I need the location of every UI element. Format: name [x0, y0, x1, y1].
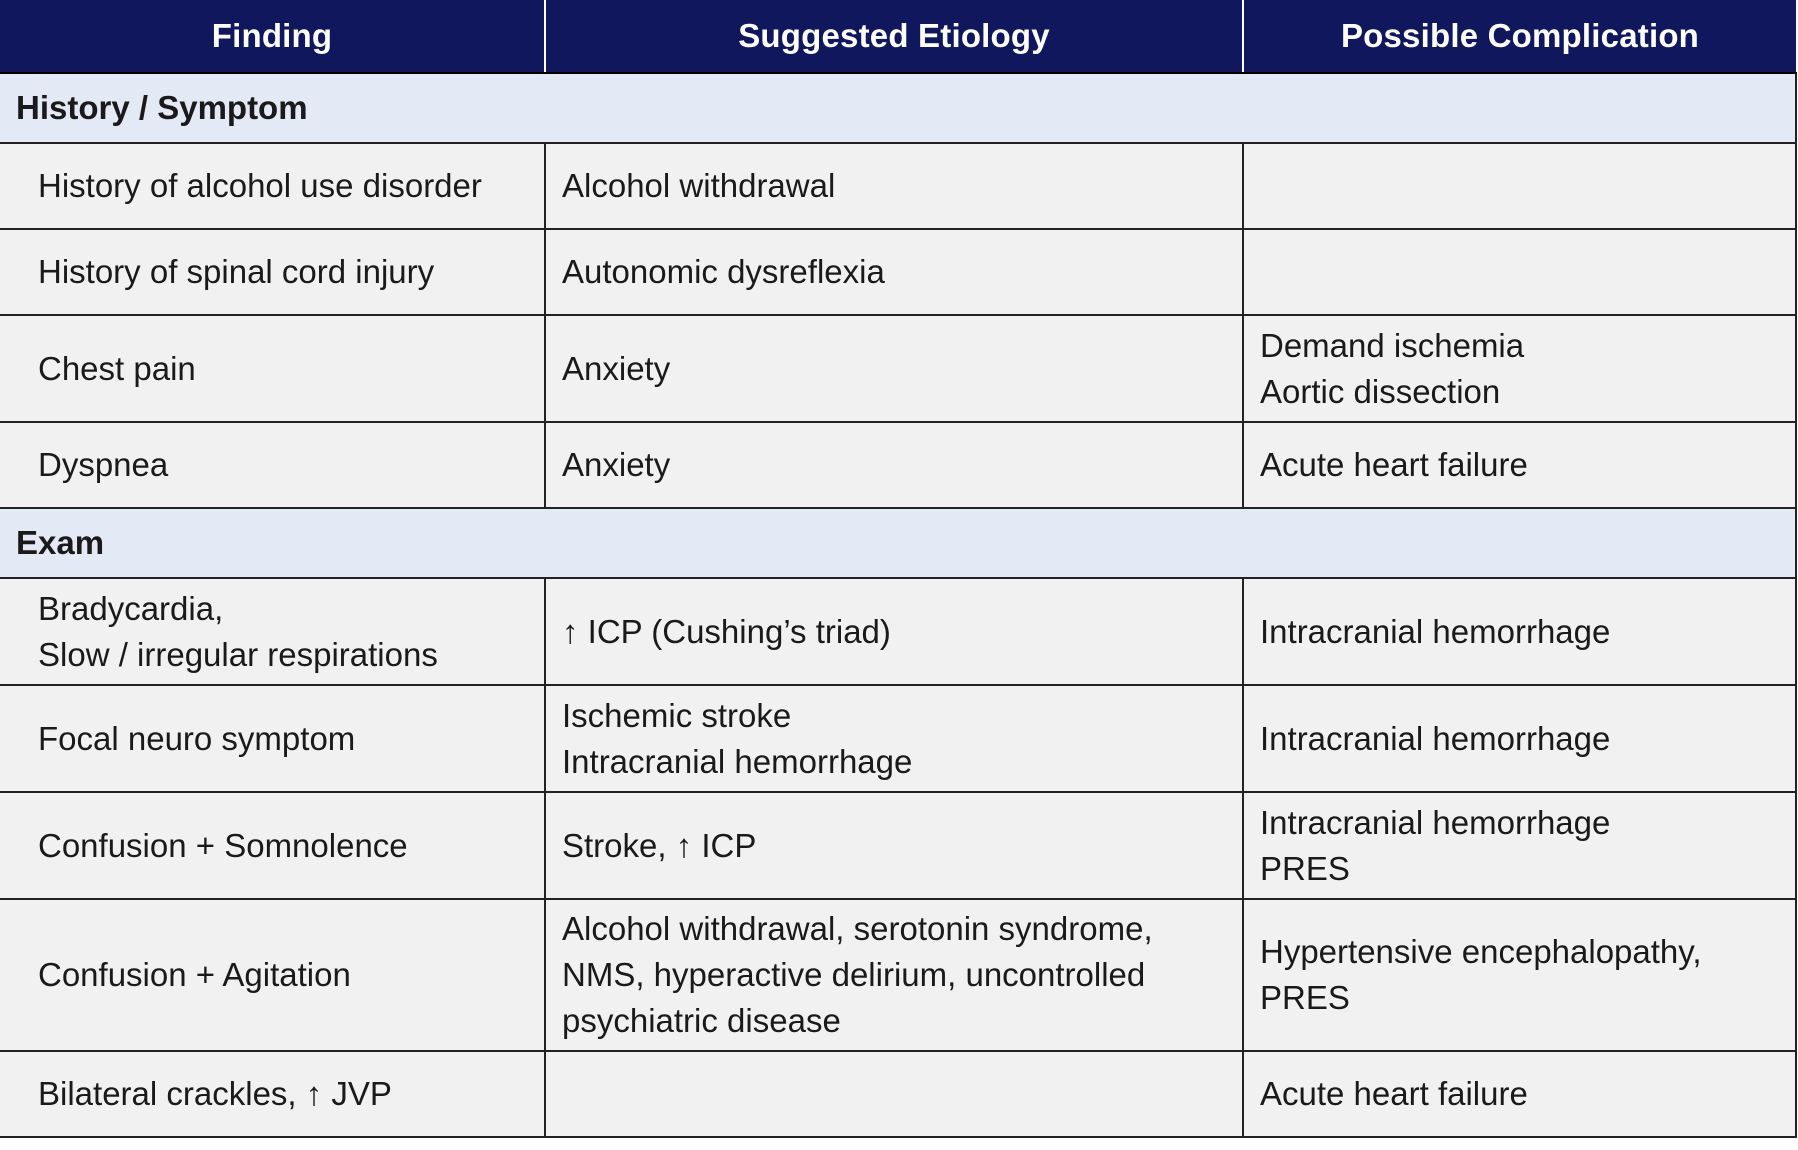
etiology-cell — [545, 792, 1243, 899]
cell-text-line: Autonomic dysreflexia — [562, 253, 885, 290]
complication-cell — [1243, 229, 1796, 315]
cell-text-line: Bradycardia, — [38, 589, 224, 627]
section-title: History / Symptom — [0, 73, 1796, 143]
finding-cell — [0, 143, 545, 229]
complication-cell — [1243, 578, 1796, 685]
cell-text-line: Intracranial hemorrhage — [1260, 803, 1611, 841]
cell-text-line: Intracranial hemorrhage — [562, 742, 913, 780]
etiology-cell — [545, 229, 1243, 315]
table-row — [0, 1051, 1796, 1137]
cell-text-line: Slow / irregular respirations — [38, 635, 438, 673]
finding-cell — [0, 315, 545, 422]
header-suggested-etiology: Suggested Etiology — [545, 0, 1243, 73]
cell-text-line: psychiatric disease — [562, 1002, 841, 1039]
cell-text-line: Intracranial hemorrhage — [1260, 719, 1611, 757]
complication-cell — [1243, 315, 1796, 422]
finding-cell — [0, 685, 545, 792]
complication-cell — [1243, 422, 1796, 508]
complication-cell — [1243, 685, 1796, 792]
cell-text-line: History of spinal cord injury — [38, 253, 435, 290]
cell-text-line: History of alcohol use disorder — [38, 167, 482, 204]
header-finding: Finding — [0, 0, 545, 73]
cell-text-line: Ischemic stroke — [562, 696, 792, 734]
cell-text-line: Acute heart failure — [1260, 1075, 1528, 1112]
table-row — [0, 229, 1796, 315]
cell-text-line: Alcohol withdrawal — [562, 167, 836, 204]
cell-text-line: Acute heart failure — [1260, 446, 1528, 483]
etiology-cell — [545, 578, 1243, 685]
header-possible-complication: Possible Complication — [1243, 0, 1796, 73]
cell-text-line: Stroke, ↑ ICP — [562, 826, 757, 864]
etiology-cell — [545, 143, 1243, 229]
complication-cell — [1243, 143, 1796, 229]
section-title: Exam — [0, 508, 1796, 578]
table-body — [0, 73, 1796, 1137]
cell-text-line: Demand ischemia — [1260, 326, 1525, 364]
cell-text-line: Focal neuro symptom — [38, 719, 356, 757]
finding-cell — [0, 792, 545, 899]
finding-cell — [0, 229, 545, 315]
table-row — [0, 792, 1796, 899]
table-row — [0, 578, 1796, 685]
table-row — [0, 899, 1796, 1051]
finding-cell — [0, 899, 545, 1051]
finding-cell — [0, 1051, 545, 1137]
section-row — [0, 73, 1796, 143]
etiology-cell — [545, 685, 1243, 792]
cell-text-line: Anxiety — [562, 446, 671, 483]
cell-text-line: Alcohol withdrawal, serotonin syndrome, — [562, 910, 1153, 947]
table-row — [0, 315, 1796, 422]
cell-text-line: NMS, hyperactive delirium, uncontrolled — [562, 956, 1146, 993]
table-row — [0, 422, 1796, 508]
cell-text-line: Bilateral crackles, ↑ JVP — [38, 1075, 392, 1112]
complication-cell — [1243, 1051, 1796, 1137]
etiology-cell — [545, 422, 1243, 508]
cell-text-line: PRES — [1260, 979, 1350, 1016]
cell-text-line: ↑ ICP (Cushing’s triad) — [562, 612, 891, 650]
etiology-cell — [545, 899, 1243, 1051]
finding-cell — [0, 422, 545, 508]
table-row — [0, 143, 1796, 229]
table-row — [0, 685, 1796, 792]
cell-text-line: Chest pain — [38, 349, 196, 387]
section-row — [0, 508, 1796, 578]
cell-text-line: Confusion + Agitation — [38, 956, 351, 993]
table-header — [0, 0, 1796, 73]
cell-text-line: Intracranial hemorrhage — [1260, 612, 1611, 650]
cell-text-line: Anxiety — [562, 349, 671, 387]
complication-cell — [1243, 792, 1796, 899]
cell-text-line: Hypertensive encephalopathy, — [1260, 933, 1702, 970]
etiology-cell — [545, 1051, 1243, 1137]
complication-cell — [1243, 899, 1796, 1051]
cell-text-line: Confusion + Somnolence — [38, 826, 408, 864]
cell-text-line: Dyspnea — [38, 446, 169, 483]
cell-text-line: Aortic dissection — [1260, 372, 1501, 410]
cell-text-line: PRES — [1260, 849, 1350, 887]
etiology-cell — [545, 315, 1243, 422]
finding-cell — [0, 578, 545, 685]
